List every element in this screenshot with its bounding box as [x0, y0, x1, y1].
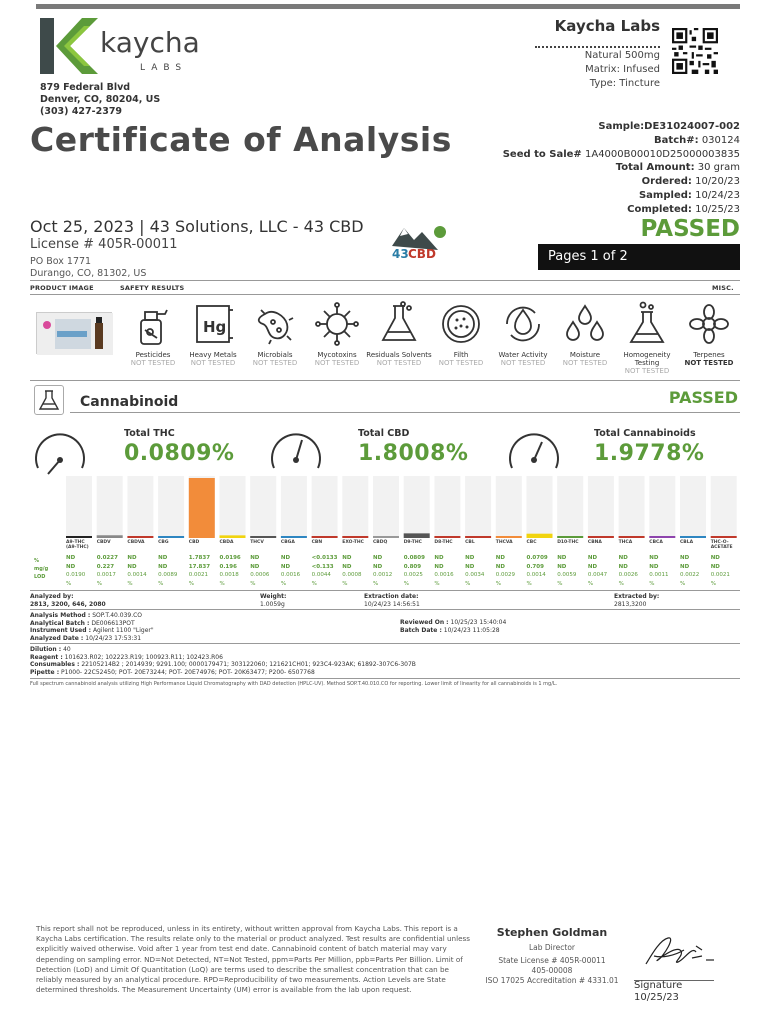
analyte-name: CBL [465, 540, 475, 545]
status-badge: PASSED [640, 216, 740, 242]
analyte-value: ND [495, 555, 505, 561]
analyte-value: ND [66, 563, 76, 570]
analyte-value: 0.0089 [158, 572, 178, 578]
safety-moisture: Moisture NOT TESTED [552, 300, 618, 367]
lab-name: Kaycha Labs [554, 17, 660, 35]
analyte-value: ND [680, 555, 690, 561]
analyte-column [588, 540, 616, 588]
analyte-value: 0.0017 [96, 572, 116, 578]
spray-bottle-icon [129, 300, 177, 348]
analyte-value: % [66, 580, 72, 587]
license-info: State License # 405R-00011 405-00008 ISO 17025 Accreditation # 4331.01 [485, 956, 619, 985]
kaycha-logo [38, 16, 218, 76]
chart-bar-bg [496, 476, 522, 538]
analyte-value: 0.0196 [219, 555, 241, 561]
virus-icon [313, 300, 361, 348]
analyte-value: 0.0022 [680, 572, 700, 578]
analyte-column [649, 540, 677, 588]
analyte-value: 0.0809 [403, 555, 425, 561]
analyte-value: ND [465, 555, 475, 561]
divider [30, 590, 740, 591]
total-cannabinoids-label: Total Cannabinoids [594, 428, 696, 439]
extraction-date: Extraction date: 10/24/23 14:56:51 [364, 593, 420, 608]
analyte-column [281, 540, 309, 588]
top-bar [36, 4, 740, 9]
client-logo [388, 220, 448, 262]
analysis-details: Analysis Method : SOP.T.40.039.CO Analytical Batch : DE006613POT Instrument Used : Agilent 1100 "Liger" Analyzed Date : 10/24/23 17:53:31 [30, 612, 154, 642]
chart-bar-color-strip [649, 536, 675, 538]
analyte-column [373, 540, 401, 588]
analyte-value: 0.0016 [280, 572, 301, 578]
safety-terpenes: Terpenes NOT TESTED [676, 300, 742, 367]
chart-bar-bg [619, 476, 645, 538]
client-name: Oct 25, 2023 | 43 Solutions, LLC - 43 CBD [30, 217, 364, 236]
client-address: PO Box 1771 Durango, CO, 81302, US [30, 256, 147, 279]
analyte-name: CBGA [280, 540, 295, 545]
divider [30, 643, 740, 644]
chart-bar-color-strip [312, 536, 338, 538]
analyte-value: % [311, 580, 317, 587]
chart-bar-bg [434, 476, 460, 538]
analyte-column [312, 540, 340, 588]
analyte-value: ND [495, 563, 505, 570]
divider [70, 412, 740, 413]
analyte-column [680, 540, 708, 588]
chart-bar [220, 535, 246, 536]
chart-bar-color-strip [619, 536, 645, 538]
analyte-column [66, 540, 94, 588]
chart-bar [404, 533, 430, 536]
analyte-value: ND [127, 555, 137, 561]
analyte-value: ND [618, 563, 628, 570]
lab-address: 879 Federal Blvd Denver, CO, 80204, US (303) 427-2379 [40, 82, 161, 117]
microbe-icon [251, 300, 299, 348]
analyte-name: CBNA [587, 540, 602, 545]
analyte-column [97, 540, 125, 588]
analyte-column [434, 540, 462, 588]
analyte-value: 0.0190 [66, 572, 86, 578]
analyte-value: <0.0133 [311, 555, 338, 561]
analyte-value: 0.0006 [250, 572, 270, 578]
chart-bar-bg [527, 476, 553, 538]
analyte-value: 0.809 [403, 563, 422, 570]
analyte-value: % [250, 580, 256, 587]
analyte-name: CBDQ [373, 540, 388, 545]
sample-details: Sample:DE31024007-002 Batch#: 030124 Seed to Sale# 1A4000B00010D25000003835 Total Amount: 30 gram Ordered: 10/20/23 Sampled: 10/24/23 Completed: 10/25/23 [502, 121, 740, 215]
extracted-by: Extracted by: 2813,3200 [614, 593, 660, 608]
total-cbd-value: 1.8008% [358, 441, 469, 466]
flask-icon [375, 300, 423, 348]
analyte-value: % [127, 580, 133, 587]
analyte-name: CBDV [96, 540, 111, 545]
analyte-name: CBCA [649, 540, 663, 545]
product-info: Natural 500mg Matrix: Infused Type: Tincture [584, 50, 660, 89]
analyte-value: 0.0026 [618, 572, 638, 578]
svg-text:Hg: Hg [203, 318, 227, 336]
analyte-value: 0.0012 [373, 572, 393, 578]
analyte-value: 0.0021 [710, 572, 730, 578]
analyte-value: 0.0709 [526, 555, 548, 561]
chart-bar-bg [97, 476, 123, 538]
safety-water-activity: Water Activity NOT TESTED [490, 300, 556, 367]
analyte-value: <0.133 [311, 563, 334, 570]
chart-bar-color-strip [588, 536, 614, 538]
page-indicator: Pages 1 of 2 [538, 244, 740, 270]
chart-bar-color-strip [711, 536, 737, 538]
chart-bar-bg [649, 476, 675, 538]
analyte-value: 0.227 [96, 563, 115, 570]
chart-bar-color-strip [250, 536, 276, 538]
analyte-value: % [526, 580, 532, 587]
analyte-value: 0.0034 [465, 572, 485, 578]
product-image [36, 312, 112, 354]
safety-residual-solvents: Residuals Solvents NOT TESTED [366, 300, 432, 367]
analyte-column [342, 540, 370, 588]
analyte-value: % [158, 580, 164, 587]
safety-heavy-metals: Hg Heavy Metals NOT TESTED [180, 300, 246, 367]
analyte-name: CBLA [680, 540, 694, 545]
analyte-column [220, 540, 248, 588]
signature-block: Signature 10/25/23 [634, 980, 683, 1003]
chart-bar-bg [465, 476, 491, 538]
analyte-value: ND [342, 563, 352, 570]
analyte-value: % [587, 580, 594, 587]
chart-bar-bg [250, 476, 276, 538]
chart-bar-bg [404, 476, 430, 538]
analyte-value: ND [66, 555, 76, 561]
signature-image [636, 926, 716, 976]
analyte-value: ND [373, 563, 383, 570]
chart-bar-bg [66, 476, 92, 538]
chart-bar-bg [158, 476, 184, 538]
chart-bar-color-strip [373, 536, 399, 538]
chart-bar-bg [588, 476, 614, 538]
misc-label: MISC. [712, 284, 734, 292]
chart-bar-bg [312, 476, 338, 538]
logo-sub: LABS [140, 63, 188, 73]
analyte-value: ND [280, 563, 291, 570]
analyte-name: CBG [158, 540, 169, 545]
analyte-value: ND [680, 563, 690, 570]
analyte-column [527, 540, 555, 588]
safety-homogeneity: Homogeneity Testing NOT TESTED [614, 300, 680, 375]
analyte-name: D10-THC [557, 540, 579, 545]
chart-bar-color-strip [527, 536, 553, 538]
analyte-name: CBC [526, 540, 537, 545]
analyte-column [250, 540, 278, 588]
analyte-value: 0.0059 [557, 572, 577, 578]
total-cbd-label: Total CBD [358, 428, 410, 439]
analyte-value: ND [557, 563, 567, 570]
chart-bar-color-strip [97, 536, 123, 538]
chart-bar-color-strip [189, 536, 215, 538]
analyte-value: % [342, 580, 348, 587]
chart-bar-bg [373, 476, 399, 538]
analyte-value: % [434, 580, 440, 587]
chart-bar-color-strip [281, 536, 307, 538]
analyte-value: % [557, 580, 563, 587]
analyte-name: CBDVA [127, 540, 145, 545]
analyte-value: % [465, 580, 471, 587]
cannabinoid-title: Cannabinoid [80, 394, 179, 410]
analyte-value: 0.0014 [127, 572, 147, 578]
page-title: Certificate of Analysis [30, 120, 452, 159]
client-license: License # 405R-00011 [30, 237, 178, 252]
analyte-name: THCVA [495, 540, 513, 545]
chart-bar-bg [680, 476, 706, 538]
signer-block [484, 926, 620, 986]
svg-text:CBD: CBD [408, 247, 436, 261]
safety-mycotoxins: Mycotoxins NOT TESTED [304, 300, 370, 367]
analyte-name: D8-THC [434, 540, 453, 545]
analyte-value: % [403, 580, 409, 587]
chart-bar-color-strip [434, 536, 460, 538]
row-label-pct: % [34, 558, 40, 564]
gauge-cbd-icon [268, 424, 324, 480]
analyte-value: ND [250, 563, 260, 570]
cannabinoid-status: PASSED [668, 388, 738, 407]
analyte-value: ND [557, 555, 567, 561]
total-thc-label: Total THC [124, 428, 175, 439]
chart-bar-color-strip [158, 536, 184, 538]
analyte-value: ND [618, 555, 628, 561]
analyte-name: Δ9-THC (Δ9-THC) [66, 540, 89, 550]
analyte-value: 0.0044 [311, 572, 331, 578]
reagent-details: Dilution : 40 Reagent : 101623.R02; 102223.R19; 100923.R11; 102423.R06 Consumables : 22105214B2 ; 2014939; 9291.100; 0000179471; 303122060; 121621CH01; 923C4-923AK; 61892-307C6-307B Pipette : P1000- 22C52450; POT- 20E73244; POT- 20E74976; POT- 20K63477; P200- 6507768 [30, 646, 416, 676]
analyte-value: 0.0018 [219, 572, 239, 578]
chart-bar [527, 534, 553, 536]
droplets-icon [561, 300, 609, 348]
analyte-name: D9-THC [403, 540, 422, 545]
signer-name: Stephen Goldman [496, 926, 608, 939]
chart-bar-color-strip [404, 536, 430, 538]
safety-results-label: SAFETY RESULTS [120, 284, 185, 292]
safety-filth: Filth NOT TESTED [428, 300, 494, 367]
analyte-value: % [280, 580, 287, 587]
analyte-value: ND [158, 563, 168, 570]
chart-bar-bg [557, 476, 583, 538]
analyte-value: ND [280, 555, 291, 561]
analyte-column [465, 540, 493, 588]
analyte-column [127, 540, 155, 588]
chart-bar-color-strip [66, 536, 92, 538]
analyte-value: % [373, 580, 379, 587]
analyte-value: ND [649, 563, 659, 570]
analyte-column [711, 540, 739, 588]
analyte-name: CBN [311, 540, 323, 545]
analyte-column [189, 540, 217, 588]
divider [30, 380, 740, 381]
analyte-value: 0.0014 [526, 572, 546, 578]
analyzed-by: Analyzed by: 2813, 3200, 646, 2080 [30, 593, 106, 608]
analyte-column [158, 540, 186, 588]
analyte-column [496, 540, 524, 588]
total-cannabinoids-value: 1.9778% [594, 441, 705, 466]
analyte-value: ND [587, 563, 598, 570]
analyte-name: THCV [250, 540, 264, 545]
chart-bar-color-strip [465, 536, 491, 538]
analyte-value: ND [710, 555, 720, 561]
analyte-value: 0.0029 [495, 572, 516, 578]
flask-bubbles-icon [623, 300, 671, 348]
divider [30, 609, 740, 610]
analyte-value: % [96, 580, 102, 587]
chart-bar-color-strip [220, 536, 246, 538]
safety-microbials: Microbials NOT TESTED [242, 300, 308, 367]
analyte-name: CBDA [219, 540, 234, 545]
analyte-value: 0.196 [219, 563, 237, 570]
analyte-value: ND [250, 555, 260, 561]
gauge-total-icon [506, 424, 562, 480]
analyte-name: CBD [188, 540, 200, 545]
analyte-value: ND [649, 555, 659, 561]
chart-bar-color-strip [496, 536, 522, 538]
analyte-value: 0.0025 [403, 572, 423, 578]
flower-icon [685, 300, 733, 348]
analyte-value: ND [342, 555, 352, 561]
analyte-column [619, 540, 647, 588]
analyte-value: % [495, 580, 502, 587]
mercury-icon [189, 300, 237, 348]
analyte-column [404, 540, 432, 588]
analyte-value: ND [127, 563, 137, 570]
chart-bar-color-strip [127, 536, 153, 538]
row-label-lod: LOD [34, 574, 46, 580]
chart-bar-color-strip [557, 536, 583, 538]
analyte-name: THCA [618, 540, 633, 545]
weight: Weight: 1.0059g [260, 593, 287, 608]
chart-bar-bg [220, 476, 246, 538]
analyte-column [557, 540, 585, 588]
review-details: Reviewed On : 10/25/23 15:40:04 Batch Date : 10/24/23 11:05:28 [400, 619, 507, 634]
cannabinoid-bar-chart [30, 476, 740, 540]
method-note: Full spectrum cannabinoid analysis utilizing High Performance Liquid Chromatography with DAD detection (HPLC-UV). Method SOP.T.40.010.CO for reporting. Lower limit of linearity for all cannabinoids is 1 mg/L. [30, 681, 558, 687]
divider [30, 280, 740, 281]
qr-code-icon [672, 28, 718, 74]
chart-bar-bg [711, 476, 737, 538]
analyte-value: ND [158, 555, 168, 561]
analyte-value: % [680, 580, 686, 587]
analyte-name: EXO-THC [342, 540, 364, 545]
analyte-value: ND [587, 555, 598, 561]
analyte-name: THC-O-ACETATE [710, 540, 733, 550]
product-image-label: PRODUCT IMAGE [30, 284, 94, 292]
analyte-value: ND [465, 563, 475, 570]
analyte-value: % [219, 580, 225, 587]
analyte-value: 0.0227 [96, 555, 118, 561]
analyte-value: 0.0016 [434, 572, 454, 578]
analyte-value: % [710, 580, 716, 587]
signer-title: Lab Director [528, 943, 576, 952]
chart-bar [189, 478, 215, 536]
divider [30, 678, 740, 679]
safety-pesticides: Pesticides NOT TESTED [120, 300, 186, 367]
analyte-value: ND [434, 555, 444, 561]
analyte-value: 17.837 [188, 563, 211, 570]
cannabinoid-flask-icon [34, 385, 64, 415]
row-label-mgg: mg/g [34, 566, 49, 572]
analyte-value: 0.0011 [649, 572, 669, 578]
analyte-value: % [649, 580, 655, 587]
analyte-value: 1.7837 [188, 555, 211, 561]
logo-wordmark: kaycha [100, 26, 200, 59]
analyte-value: ND [373, 555, 383, 561]
analyte-value: 0.0008 [342, 572, 362, 578]
water-drop-cycle-icon [499, 300, 547, 348]
disclaimer: This report shall not be reproduced, unless in its entirety, without written approval from Kaycha Labs. This report is a Kaycha Labs certification. The results relate only to the material or product analyzed. Test results are confidential unless explicitly waived otherwise. Void after 1 year from test end date. Cannabinoid content of batch material may vary depending on sampling error. ND=Not Detected, NT=Not Tested, ppm=Parts Per Million, ppb=Parts Per Billion. Limit of Detection (LoD) and Limit Of Quantitation (LoQ) are terms used to describe the smallest concentration that can be reliably measured by an analytical procedure. RPD=Reproducibility of two measurements. Action Levels are State determined thresholds. The Measurement Uncertainty (UM) error is available from the lab upon request. [36, 924, 471, 995]
chart-bar-color-strip [680, 536, 706, 538]
gauge-thc-icon [32, 424, 88, 480]
chart-bar-bg [281, 476, 307, 538]
total-thc-value: 0.0809% [124, 441, 235, 466]
analyte-value: ND [710, 563, 720, 570]
dotted-divider [535, 46, 660, 48]
chart-bar-bg [342, 476, 368, 538]
analyte-value: 0.0047 [587, 572, 608, 578]
svg-text:43: 43 [392, 247, 409, 261]
analyte-value: 0.0021 [188, 572, 209, 578]
chart-bar [97, 535, 123, 536]
analyte-value: 0.709 [526, 563, 544, 570]
chart-bar-color-strip [342, 536, 368, 538]
chart-bar-bg [127, 476, 153, 538]
petri-dish-icon [437, 300, 485, 348]
analyte-value: ND [434, 563, 444, 570]
analyte-value: % [618, 580, 624, 587]
analyte-value: % [188, 580, 195, 587]
divider [30, 294, 740, 295]
